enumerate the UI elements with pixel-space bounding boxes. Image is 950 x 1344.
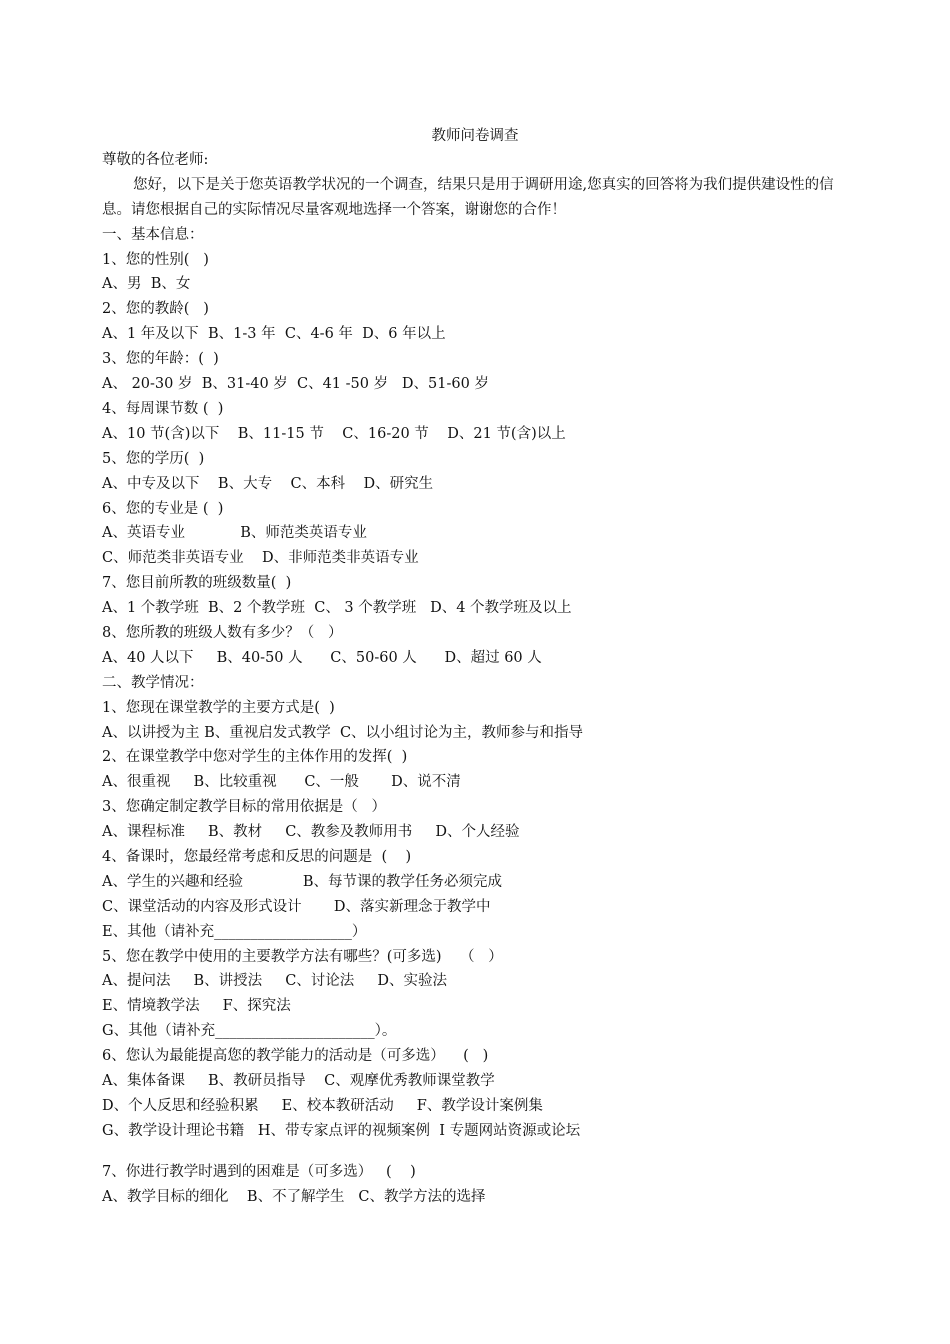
answer-options: A、很重视 B、比较重视 C、一般 D、说不清 — [102, 774, 461, 791]
answer-options: G、教学设计理论书籍 H、带专家点评的视频案例 I 专题网站资源或论坛 — [102, 1122, 581, 1139]
answer-options: A、学生的兴趣和经验 B、每节课的教学任务必须完成 — [102, 873, 503, 890]
question: 2、您的教龄( ) — [102, 301, 209, 318]
answer-options: G、其他（请补充______________________）。 — [102, 1023, 397, 1040]
blank-line — [102, 1144, 852, 1161]
answer-options: A、男 B、女 — [102, 276, 191, 293]
answer-options: A、课程标准 B、教材 C、教参及教师用书 D、个人经验 — [102, 824, 520, 841]
answer-options: C、课堂活动的内容及形式设计 D、落实新理念于教学中 — [102, 898, 491, 915]
question: 3、您的年龄：( ) — [102, 351, 219, 368]
answer-options: A、1 个教学班 B、2 个教学班 C、 3 个教学班 D、4 个教学班及以上 — [102, 600, 572, 617]
answer-options: A、10 节(含)以下 B、11-15 节 C、16-20 节 D、21 节(含)以上 — [102, 425, 566, 442]
answer-options: C、师范类非英语专业 D、非师范类非英语专业 — [102, 550, 419, 567]
question: 8、您所教的班级人数有多少？（ ） — [102, 624, 343, 641]
answer-options: A、 20-30 岁 B、31-40 岁 C、41 -50 岁 D、51-60 岁 — [102, 376, 489, 393]
document-body — [102, 148, 852, 1210]
answer-options: A、1 年及以下 B、1-3 年 C、4-6 年 D、6 年以上 — [102, 326, 446, 343]
question: 6、您认为最能提高您的教学能力的活动是（可多选） ( ) — [102, 1048, 489, 1065]
answer-options: A、40 人以下 B、40-50 人 C、50-60 人 D、超过 60 人 — [102, 649, 542, 666]
answer-options: A、中专及以下 B、大专 C、本科 D、研究生 — [102, 475, 434, 492]
section-heading: 二、教学情况： — [102, 674, 204, 691]
question: 7、你进行教学时遇到的困难是（可多选） ( ) — [102, 1164, 416, 1181]
question: 6、您的专业是 ( ) — [102, 500, 224, 517]
answer-options: A、集体备课 B、教研员指导 C、观摩优秀教师课堂教学 — [102, 1072, 495, 1089]
intro-paragraph: 您好，以下是关于您英语教学状况的一个调查，结果只是用于调研用途,您真实的回答将为我们提供建设性的信息。请您根据自己的实际情况尽量客观地选择一个答案，谢谢您的合作！ — [102, 176, 834, 218]
question: 1、您现在课堂教学的主要方式是( ) — [102, 699, 335, 716]
answer-options: A、英语专业 B、师范类英语专业 — [102, 525, 367, 542]
question: 4、备课时，您最经常考虑和反思的问题是 ( ) — [102, 848, 412, 865]
answer-options: E、情境教学法 F、探究法 — [102, 998, 291, 1015]
answer-options: E、其他（请补充___________________） — [102, 923, 367, 940]
answer-options: A、提问法 B、讲授法 C、讨论法 D、实验法 — [102, 973, 447, 990]
question: 5、您在教学中使用的主要教学方法有哪些？(可多选) （ ） — [102, 948, 503, 965]
question: 4、每周课节数 ( ) — [102, 400, 224, 417]
document-title: 教师问卷调查 — [431, 128, 519, 144]
answer-options: A、教学目标的细化 B、不了解学生 C、教学方法的选择 — [102, 1189, 486, 1206]
question: 1、您的性别( ) — [102, 251, 209, 268]
section-heading: 一、基本信息： — [102, 226, 204, 243]
question: 7、您目前所教的班级数量( ) — [102, 575, 292, 592]
answer-options: A、以讲授为主 B、重视启发式教学 C、以小组讨论为主，教师参与和指导 — [102, 724, 584, 741]
answer-options: D、个人反思和经验积累 E、校本教研活动 F、教学设计案例集 — [102, 1097, 543, 1114]
question: 2、在课堂教学中您对学生的主体作用的发挥( ) — [102, 749, 408, 766]
salutation: 尊敬的各位老师: — [102, 152, 209, 168]
question: 3、您确定制定教学目标的常用依据是（ ） — [102, 799, 387, 816]
question: 5、您的学历( ) — [102, 450, 205, 467]
